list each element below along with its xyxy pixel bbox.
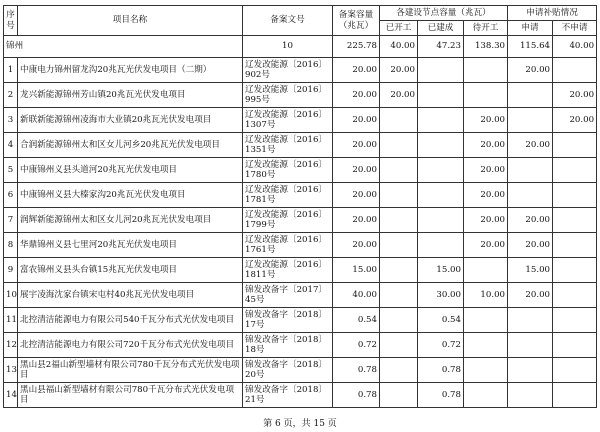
row-apply: 20.00 bbox=[508, 283, 553, 308]
row-project-name: 黑山县2福山新型墙材有限公司780千瓦分布式光伏发电项目 bbox=[18, 358, 243, 383]
row-seq: 2 bbox=[4, 83, 18, 108]
row-filing-no: 锦发改备字〔2018〕17号 bbox=[243, 308, 333, 333]
row-project-name: 中康锦州义县大榛家沟20兆瓦光伏发电项目 bbox=[18, 183, 243, 208]
row-apply bbox=[508, 358, 553, 383]
row-not-apply bbox=[553, 308, 597, 333]
row-filing-no: 辽发改能源〔2016〕1761号 bbox=[243, 233, 333, 258]
row-capacity: 20.00 bbox=[333, 233, 380, 258]
row-started bbox=[380, 208, 418, 233]
row-not-apply bbox=[553, 283, 597, 308]
row-project-name: 展宇凌海沈家台镇宋屯村40兆瓦光伏发电项目 bbox=[18, 283, 243, 308]
table-row bbox=[4, 308, 597, 333]
row-pending: 20.00 bbox=[464, 208, 508, 233]
row-started: 20.00 bbox=[380, 83, 418, 108]
row-started bbox=[380, 108, 418, 133]
table-row bbox=[4, 333, 597, 358]
row-filing-no: 辽发改能源〔2016〕1307号 bbox=[243, 108, 333, 133]
col-pending-header: 待开工 bbox=[464, 21, 508, 36]
row-built bbox=[418, 108, 464, 133]
row-apply: 15.00 bbox=[508, 258, 553, 283]
row-filing-no: 锦发改备字〔2018〕21号 bbox=[243, 383, 333, 408]
row-filing-no: 辽发改能源〔2016〕1811号 bbox=[243, 258, 333, 283]
table-row bbox=[4, 233, 597, 258]
row-built bbox=[418, 158, 464, 183]
row-seq: 4 bbox=[4, 133, 18, 158]
row-not-apply bbox=[553, 58, 597, 83]
row-started bbox=[380, 158, 418, 183]
row-filing-no: 辽发改能源〔2016〕1799号 bbox=[243, 208, 333, 233]
row-pending bbox=[464, 308, 508, 333]
row-capacity: 0.54 bbox=[333, 308, 380, 333]
row-apply bbox=[508, 158, 553, 183]
row-pending bbox=[464, 58, 508, 83]
summary-row bbox=[4, 36, 597, 58]
page-footer: 第 6 页，共 15 页 bbox=[263, 419, 337, 429]
row-seq: 14 bbox=[4, 383, 18, 408]
row-not-apply: 20.00 bbox=[553, 83, 597, 108]
row-built: 0.78 bbox=[418, 383, 464, 408]
row-pending bbox=[464, 383, 508, 408]
row-capacity: 15.00 bbox=[333, 258, 380, 283]
row-filing-no: 锦发改备字〔2017〕45号 bbox=[243, 283, 333, 308]
row-not-apply bbox=[553, 158, 597, 183]
row-apply bbox=[508, 183, 553, 208]
row-seq: 8 bbox=[4, 233, 18, 258]
row-project-name: 黑山县福山新型墙材有限公司780千瓦分布式光伏发电项目 bbox=[18, 383, 243, 408]
table-row bbox=[4, 158, 597, 183]
summary-apply: 115.64 bbox=[508, 36, 553, 58]
row-built bbox=[418, 133, 464, 158]
row-not-apply bbox=[553, 183, 597, 208]
row-not-apply bbox=[553, 383, 597, 408]
project-table bbox=[3, 5, 597, 408]
row-started bbox=[380, 333, 418, 358]
row-capacity: 20.00 bbox=[333, 158, 380, 183]
row-capacity: 20.00 bbox=[333, 133, 380, 158]
row-started bbox=[380, 383, 418, 408]
row-apply bbox=[508, 308, 553, 333]
row-started bbox=[380, 258, 418, 283]
row-capacity: 20.00 bbox=[333, 83, 380, 108]
col-name-header: 项目名称 bbox=[18, 6, 243, 36]
row-seq: 12 bbox=[4, 333, 18, 358]
row-project-name: 中康电力锦州留龙沟20兆瓦光伏发电项目（二期） bbox=[18, 58, 243, 83]
table-row bbox=[4, 133, 597, 158]
row-apply: 20.00 bbox=[508, 233, 553, 258]
row-pending bbox=[464, 83, 508, 108]
row-apply bbox=[508, 83, 553, 108]
table-row bbox=[4, 183, 597, 208]
table-row bbox=[4, 358, 597, 383]
row-built: 0.54 bbox=[418, 308, 464, 333]
row-filing-no: 辽发改能源〔2016〕902号 bbox=[243, 58, 333, 83]
col-apply-header: 申请 bbox=[508, 21, 553, 36]
row-seq: 5 bbox=[4, 158, 18, 183]
row-not-apply bbox=[553, 208, 597, 233]
row-seq: 11 bbox=[4, 308, 18, 333]
col-built-header: 已建成 bbox=[418, 21, 464, 36]
row-apply bbox=[508, 333, 553, 358]
table-row bbox=[4, 283, 597, 308]
row-built bbox=[418, 208, 464, 233]
summary-label: 锦州 bbox=[4, 36, 243, 58]
row-pending bbox=[464, 358, 508, 383]
summary-not-apply: 40.00 bbox=[553, 36, 597, 58]
row-started bbox=[380, 283, 418, 308]
row-capacity: 20.00 bbox=[333, 208, 380, 233]
row-capacity: 20.00 bbox=[333, 183, 380, 208]
row-apply: 20.00 bbox=[508, 208, 553, 233]
row-filing-no: 辽发改能源〔2016〕1351号 bbox=[243, 133, 333, 158]
row-seq: 9 bbox=[4, 258, 18, 283]
row-pending: 20.00 bbox=[464, 183, 508, 208]
col-filing-header: 备案文号 bbox=[243, 6, 333, 36]
row-capacity: 0.72 bbox=[333, 333, 380, 358]
row-built: 0.72 bbox=[418, 333, 464, 358]
row-started bbox=[380, 133, 418, 158]
row-not-apply bbox=[553, 258, 597, 283]
row-capacity: 20.00 bbox=[333, 58, 380, 83]
row-started: 20.00 bbox=[380, 58, 418, 83]
row-started bbox=[380, 233, 418, 258]
table-header bbox=[4, 6, 597, 36]
row-not-apply: 20.00 bbox=[553, 108, 597, 133]
row-filing-no: 锦发改备字〔2018〕18号 bbox=[243, 333, 333, 358]
row-capacity: 40.00 bbox=[333, 283, 380, 308]
row-filing-no: 辽发改能源〔2016〕995号 bbox=[243, 83, 333, 108]
row-capacity: 0.78 bbox=[333, 358, 380, 383]
table-row bbox=[4, 108, 597, 133]
row-capacity: 0.78 bbox=[333, 383, 380, 408]
table-row bbox=[4, 208, 597, 233]
col-seq-header: 序号 bbox=[4, 6, 18, 36]
row-started bbox=[380, 183, 418, 208]
col-started-header: 已开工 bbox=[380, 21, 418, 36]
row-capacity: 20.00 bbox=[333, 108, 380, 133]
row-filing-no: 辽发改能源〔2016〕1780号 bbox=[243, 158, 333, 183]
table-row bbox=[4, 83, 597, 108]
summary-built: 47.23 bbox=[418, 36, 464, 58]
col-not-apply-header: 不申请 bbox=[553, 21, 597, 36]
row-project-name: 中康锦州义县头道河20兆瓦光伏发电项目 bbox=[18, 158, 243, 183]
row-apply bbox=[508, 108, 553, 133]
row-built bbox=[418, 83, 464, 108]
row-filing-no: 锦发改备字〔2018〕20号 bbox=[243, 358, 333, 383]
row-project-name: 富农锦州义县头台镇15兆瓦光伏发电项目 bbox=[18, 258, 243, 283]
row-seq: 7 bbox=[4, 208, 18, 233]
row-built bbox=[418, 233, 464, 258]
row-project-name: 龙兴新能源锦州芳山镇20兆瓦光伏发电项目 bbox=[18, 83, 243, 108]
summary-pending: 138.30 bbox=[464, 36, 508, 58]
subsidy-group-header: 申请补贴情况 bbox=[508, 6, 597, 21]
table-row bbox=[4, 58, 597, 83]
row-seq: 3 bbox=[4, 108, 18, 133]
col-capacity-header: 备案容量（兆瓦） bbox=[333, 6, 380, 36]
row-seq: 10 bbox=[4, 283, 18, 308]
row-project-name: 合润新能源锦州太和区女儿河乡20兆瓦光伏发电项目 bbox=[18, 133, 243, 158]
node-group-header: 各建设节点容量（兆瓦） bbox=[380, 6, 508, 21]
row-project-name: 北控清洁能源电力有限公司540千瓦分布式光伏发电项目 bbox=[18, 308, 243, 333]
table-row bbox=[4, 383, 597, 408]
row-seq: 6 bbox=[4, 183, 18, 208]
row-not-apply bbox=[553, 133, 597, 158]
row-apply bbox=[508, 383, 553, 408]
row-pending: 20.00 bbox=[464, 233, 508, 258]
row-started bbox=[380, 358, 418, 383]
row-built: 0.78 bbox=[418, 358, 464, 383]
row-project-name: 华鼎锦州义县七里河20兆瓦光伏发电项目 bbox=[18, 233, 243, 258]
row-built bbox=[418, 58, 464, 83]
row-built: 15.00 bbox=[418, 258, 464, 283]
row-started bbox=[380, 308, 418, 333]
row-not-apply bbox=[553, 358, 597, 383]
row-pending: 20.00 bbox=[464, 108, 508, 133]
row-filing-no: 辽发改能源〔2016〕1781号 bbox=[243, 183, 333, 208]
row-seq: 1 bbox=[4, 58, 18, 83]
row-built bbox=[418, 183, 464, 208]
row-apply: 20.00 bbox=[508, 133, 553, 158]
table-body bbox=[4, 36, 597, 408]
row-project-name: 润辉新能源锦州太和区女儿河20兆瓦光伏发电项目 bbox=[18, 208, 243, 233]
row-project-name: 北控清洁能源电力有限公司720千瓦分布式光伏发电项目 bbox=[18, 333, 243, 358]
row-built: 30.00 bbox=[418, 283, 464, 308]
row-apply: 20.00 bbox=[508, 58, 553, 83]
summary-filing: 10 bbox=[243, 36, 333, 58]
summary-started: 40.00 bbox=[380, 36, 418, 58]
row-pending: 20.00 bbox=[464, 158, 508, 183]
row-pending: 10.00 bbox=[464, 283, 508, 308]
row-not-apply bbox=[553, 333, 597, 358]
row-pending bbox=[464, 258, 508, 283]
summary-capacity: 225.78 bbox=[333, 36, 380, 58]
row-not-apply bbox=[553, 233, 597, 258]
row-project-name: 新联新能源锦州凌海市大业镇20兆瓦光伏发电项目 bbox=[18, 108, 243, 133]
row-pending: 20.00 bbox=[464, 133, 508, 158]
row-pending bbox=[464, 333, 508, 358]
row-seq: 13 bbox=[4, 358, 18, 383]
table-row bbox=[4, 258, 597, 283]
